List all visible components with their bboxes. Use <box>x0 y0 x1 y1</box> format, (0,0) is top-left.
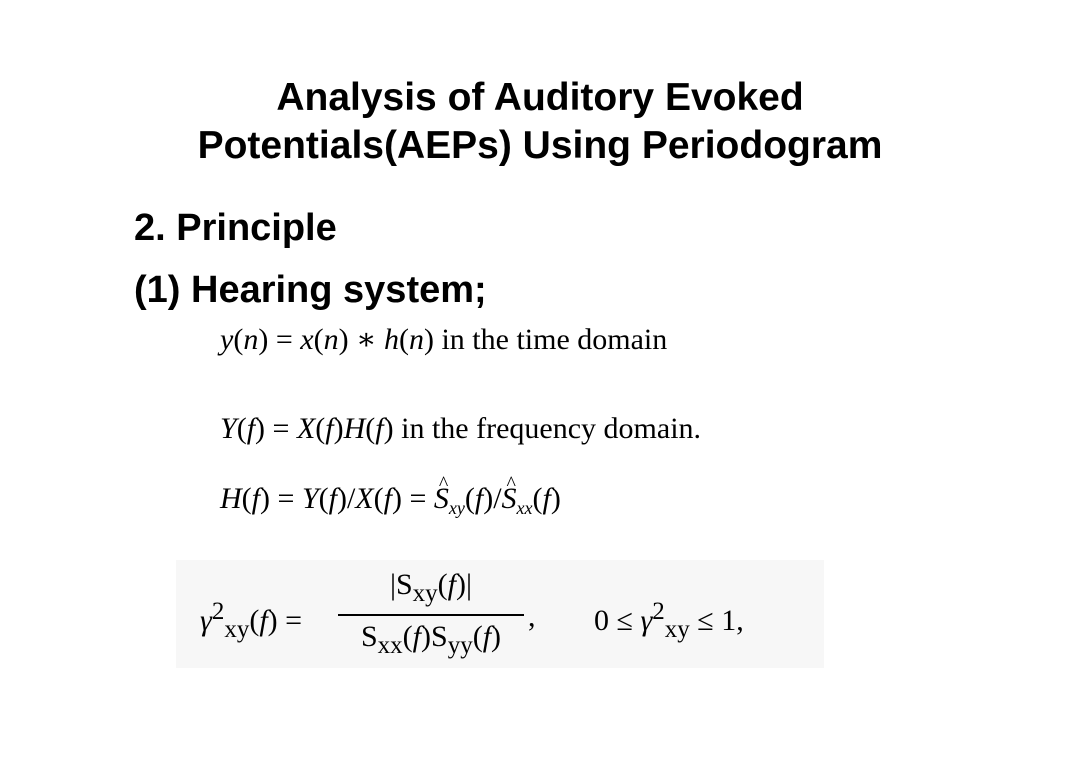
fraction-bar <box>338 614 524 616</box>
equation-frequency-domain: Y(f) = X(f)H(f) in the frequency domain. <box>220 412 702 445</box>
coherence-denominator: $S_{xx}(f)S_{yy}(f)$ <box>360 620 502 659</box>
subsection-heading: (1) Hearing system; <box>134 269 487 311</box>
section-heading: 2. Principle <box>134 207 337 249</box>
title-line-1: Analysis of Auditory Evoked <box>276 76 804 119</box>
equation-time-domain: y(n) = x(n) ∗ h(n) in the time domain <box>220 323 668 356</box>
coherence-lhs: $\gamma^2_{xy}(f)$ = <box>200 598 303 643</box>
coherence-numerator: $|S_{xy}(f)|$ <box>389 568 473 607</box>
time-domain-label: in the time domain <box>441 323 668 356</box>
title-line-2: Potentials(AEPs) Using Periodogram <box>197 124 883 167</box>
coherence-comma: , <box>528 600 536 633</box>
frequency-domain-label: in the frequency domain. <box>401 412 702 445</box>
slide-title <box>0 74 1080 170</box>
equation-transfer-function: H(f) = Y(f)/X(f) = ^ $S_{xy}(f)/\^{}$ $S_{xx}(f)$ <box>220 481 561 517</box>
coherence-range: $0 \le \gamma^2_{xy} \le 1$, <box>594 598 744 643</box>
